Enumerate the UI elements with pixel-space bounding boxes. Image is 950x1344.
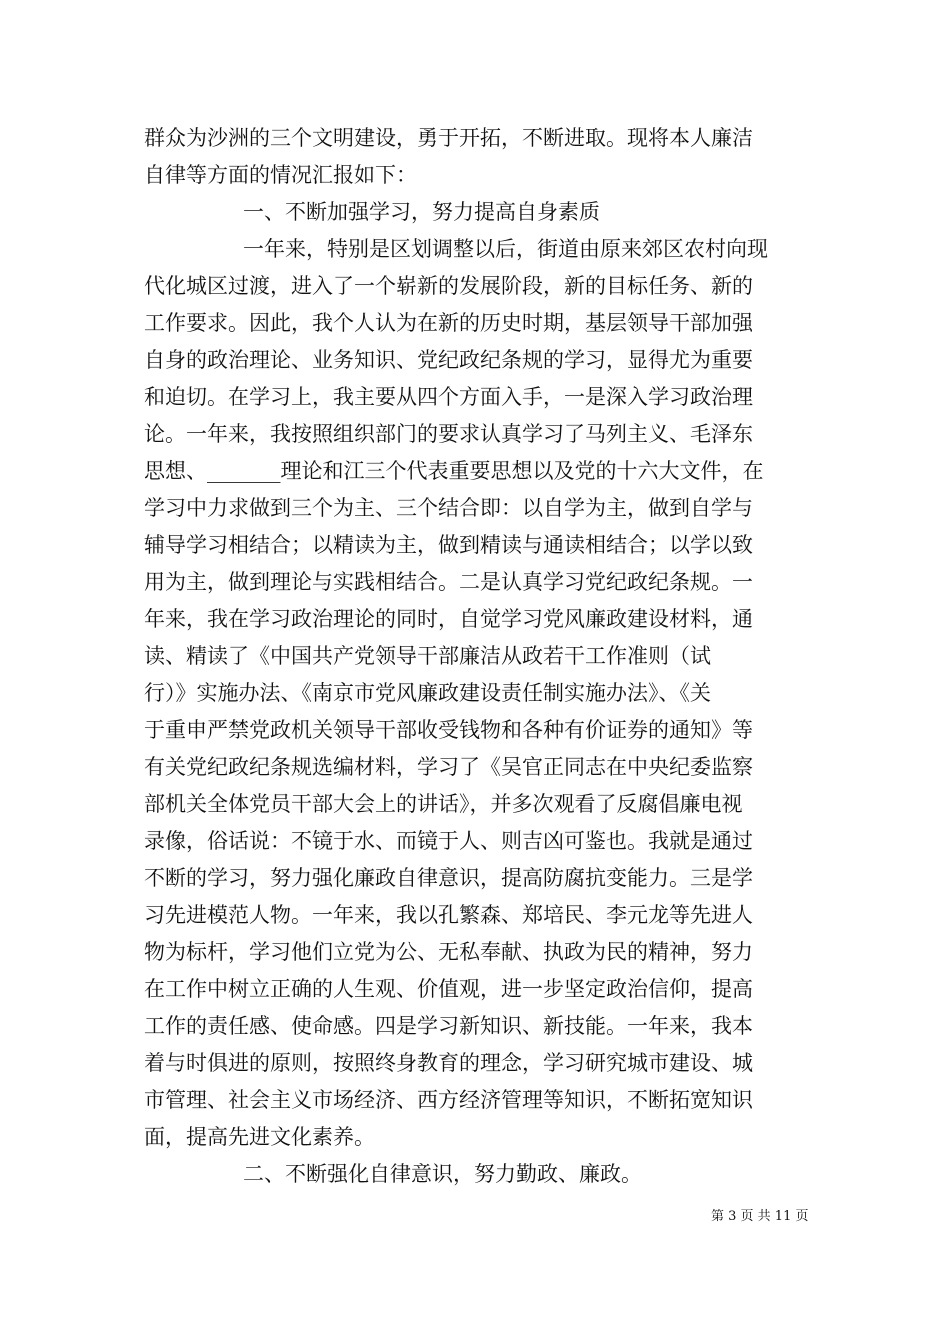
body-line: 思想、_______理论和江三个代表重要思想以及党的十六大文件，在 <box>144 459 764 483</box>
section-heading: 一、不断加强学习，努力提高自身素质 <box>243 200 600 224</box>
body-line: 市管理、社会主义市场经济、西方经济管理等知识，不断拓宽知识 <box>144 1088 753 1112</box>
body-line: 着与时俱进的原则，按照终身教育的理念，学习研究城市建设、城 <box>144 1051 753 1075</box>
body-line: 自律等方面的情况汇报如下： <box>144 163 417 187</box>
body-line: 不断的学习，努力强化廉政自律意识，提高防腐抗变能力。三是学 <box>144 866 753 890</box>
body-line: 辅导学习相结合；以精读为主，做到精读与通读相结合；以学以致 <box>144 533 753 557</box>
body-line: 物为标杆，学习他们立党为公、无私奉献、执政为民的精神，努力 <box>144 940 753 964</box>
body-line: 工作要求。因此，我个人认为在新的历史时期，基层领导干部加强 <box>144 311 753 335</box>
body-line: 用为主，做到理论与实践相结合。二是认真学习党纪政纪条规。一 <box>144 570 753 594</box>
body-line: 群众为沙洲的三个文明建设，勇于开拓，不断进取。现将本人廉洁 <box>144 126 753 150</box>
body-line: 代化城区过渡，进入了一个崭新的发展阶段，新的目标任务、新的 <box>144 274 753 298</box>
body-line: 在工作中树立正确的人生观、价值观，进一步坚定政治信仰，提高 <box>144 977 753 1001</box>
body-line: 面，提高先进文化素养。 <box>144 1125 375 1149</box>
body-line: 习先进模范人物。一年来，我以孔繁森、郑培民、李元龙等先进人 <box>144 903 753 927</box>
body-line: 学习中力求做到三个为主、三个结合即：以自学为主，做到自学与 <box>144 496 753 520</box>
page-number: 第 3 页 共 11 页 <box>711 1209 809 1224</box>
body-line: 工作的责任感、使命感。四是学习新知识、新技能。一年来，我本 <box>144 1014 753 1038</box>
body-line: 读、精读了《中国共产党领导干部廉洁从政若干工作准则（试 <box>144 644 711 668</box>
paragraph-first-line: 一年来，特别是区划调整以后，街道由原来郊区农村向现 <box>243 237 768 261</box>
body-line: 于重申严禁党政机关领导干部收受钱物和各种有价证券的通知》等 <box>144 718 753 742</box>
body-line: 行）》实施办法、《南京市党风廉政建设责任制实施办法》、《关 <box>144 681 711 705</box>
body-line: 自身的政治理论、业务知识、党纪政纪条规的学习，显得尤为重要 <box>144 348 753 372</box>
body-line: 年来，我在学习政治理论的同时，自觉学习党风廉政建设材料，通 <box>144 607 753 631</box>
body-line: 和迫切。在学习上，我主要从四个方面入手，一是深入学习政治理 <box>144 385 753 409</box>
body-line: 录像，俗话说：不镜于水、而镜于人、则吉凶可鉴也。我就是通过 <box>144 829 753 853</box>
body-line: 部机关全体党员干部大会上的讲话》，并多次观看了反腐倡廉电视 <box>144 792 743 816</box>
body-line: 有关党纪政纪条规选编材料，学习了《吴官正同志在中央纪委监察 <box>144 755 753 779</box>
section-heading: 二、不断强化自律意识，努力勤政、廉政。 <box>243 1162 642 1186</box>
body-line: 论。一年来，我按照组织部门的要求认真学习了马列主义、毛泽东 <box>144 422 753 446</box>
